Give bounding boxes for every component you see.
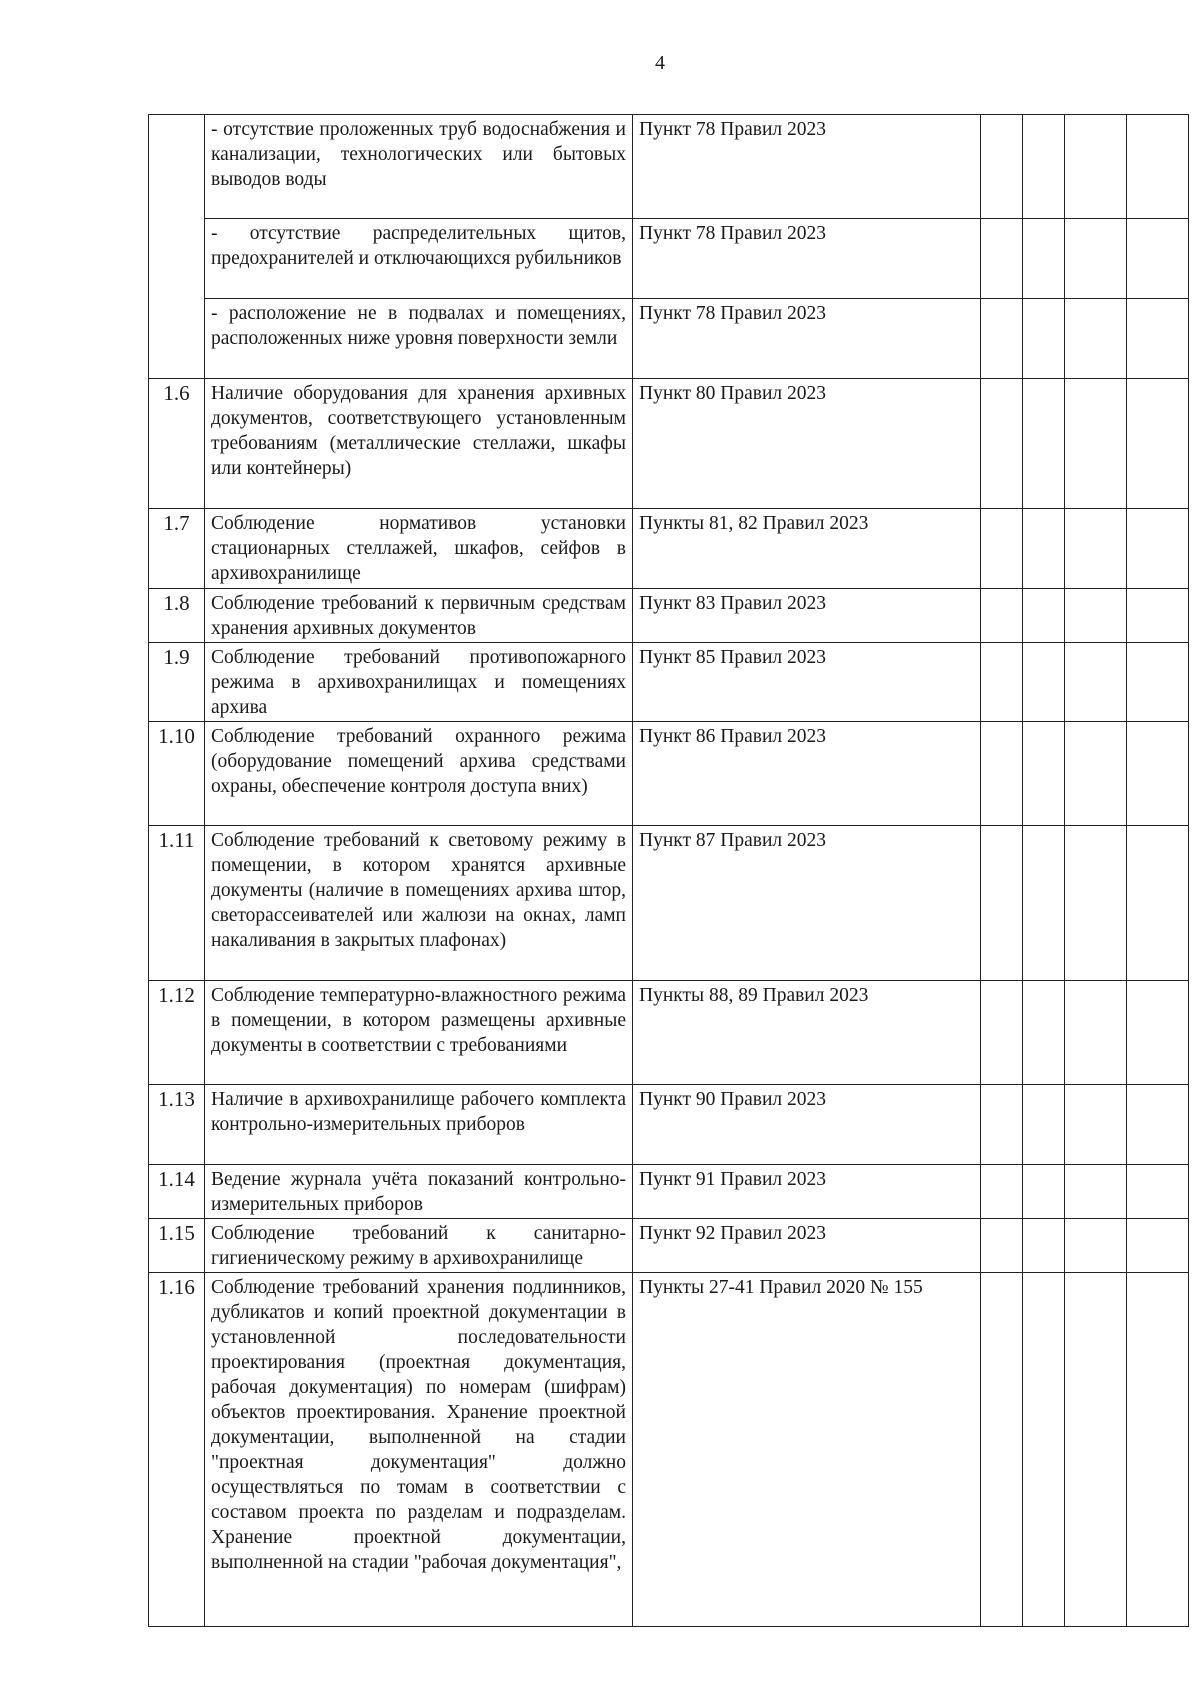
answer-cell[interactable] <box>1065 722 1127 826</box>
answer-cell[interactable] <box>1023 826 1065 981</box>
legal-reference: Пункт 92 Правил 2023 <box>633 1219 981 1273</box>
legal-reference: Пункт 85 Правил 2023 <box>633 643 981 722</box>
answer-cell[interactable] <box>981 509 1023 589</box>
legal-reference: Пункты 81, 82 Правил 2023 <box>633 509 981 589</box>
answer-cell[interactable] <box>1023 1085 1065 1165</box>
table-row <box>149 1273 1189 1627</box>
requirement-text: Соблюдение температурно-влажностного режима в помещении, в котором размещены архивные документы в соответствии с требованиями <box>205 981 633 1085</box>
answer-cell[interactable] <box>1065 826 1127 981</box>
requirement-text: Соблюдение требований к санитарно-гигиеническому режиму в архивохранилище <box>205 1219 633 1273</box>
legal-reference: Пункт 78 Правил 2023 <box>633 219 981 299</box>
legal-reference: Пункт 83 Правил 2023 <box>633 589 981 643</box>
note-cell[interactable] <box>1127 1085 1189 1165</box>
page-number: 4 <box>655 52 665 74</box>
requirement-text: Соблюдение требований охранного режима (оборудование помещений архива средствами охраны, обеспечение контроля доступа вних) <box>205 722 633 826</box>
answer-cell[interactable] <box>1065 115 1127 219</box>
legal-reference: Пункт 91 Правил 2023 <box>633 1165 981 1219</box>
note-cell[interactable] <box>1127 1219 1189 1273</box>
table-row <box>149 589 1189 643</box>
answer-cell[interactable] <box>1023 379 1065 509</box>
legal-reference: Пункты 27-41 Правил 2020 № 155 <box>633 1273 981 1627</box>
row-number: 1.12 <box>149 981 205 1085</box>
row-number <box>149 115 205 379</box>
note-cell[interactable] <box>1127 981 1189 1085</box>
table-row <box>149 826 1189 981</box>
answer-cell[interactable] <box>1023 509 1065 589</box>
answer-cell[interactable] <box>981 589 1023 643</box>
answer-cell[interactable] <box>981 1273 1023 1627</box>
table-row <box>149 509 1189 589</box>
requirement-text: - отсутствие распределительных щитов, предохранителей и отключающихся рубильников <box>205 219 633 299</box>
row-number: 1.6 <box>149 379 205 509</box>
legal-reference: Пункт 87 Правил 2023 <box>633 826 981 981</box>
legal-reference: Пункт 78 Правил 2023 <box>633 115 981 219</box>
table-row <box>149 643 1189 722</box>
requirement-text: Соблюдение требований хранения подлинников, дубликатов и копий проектной документации в установленной последовательности проектирования (проектная документация, рабочая документация) по номерам (шифрам) объектов проектирования. Хранение проектной документации, выполненной на стадии "проектная документация" должно осуществляться по томам в соответствии с составом проекта по разделам и подразделам. Хранение проектной документации, выполненной на стадии "рабочая документация", <box>205 1273 633 1627</box>
answer-cell[interactable] <box>1065 509 1127 589</box>
answer-cell[interactable] <box>1023 1219 1065 1273</box>
note-cell[interactable] <box>1127 115 1189 219</box>
legal-reference: Пункт 86 Правил 2023 <box>633 722 981 826</box>
row-number: 1.7 <box>149 509 205 589</box>
note-cell[interactable] <box>1127 299 1189 379</box>
requirement-text: Соблюдение требований противопожарного режима в архивохранилищах и помещениях архива <box>205 643 633 722</box>
row-number: 1.9 <box>149 643 205 722</box>
row-number: 1.8 <box>149 589 205 643</box>
answer-cell[interactable] <box>1065 1085 1127 1165</box>
answer-cell[interactable] <box>981 643 1023 722</box>
row-number: 1.11 <box>149 826 205 981</box>
answer-cell[interactable] <box>981 981 1023 1085</box>
answer-cell[interactable] <box>1065 299 1127 379</box>
answer-cell[interactable] <box>981 722 1023 826</box>
row-number: 1.13 <box>149 1085 205 1165</box>
note-cell[interactable] <box>1127 722 1189 826</box>
table-row <box>149 219 1189 299</box>
answer-cell[interactable] <box>1023 115 1065 219</box>
note-cell[interactable] <box>1127 219 1189 299</box>
requirement-text: Наличие оборудования для хранения архивных документов, соответствующего установленным требованиям (металлические стеллажи, шкафы или контейнеры) <box>205 379 633 509</box>
answer-cell[interactable] <box>1023 589 1065 643</box>
requirement-text: Ведение журнала учёта показаний контрольно-измерительных приборов <box>205 1165 633 1219</box>
answer-cell[interactable] <box>1023 981 1065 1085</box>
answer-cell[interactable] <box>981 1085 1023 1165</box>
requirement-text: - отсутствие проложенных труб водоснабжения и канализации, технологических или бытовых выводов воды <box>205 115 633 219</box>
note-cell[interactable] <box>1127 1165 1189 1219</box>
answer-cell[interactable] <box>1065 589 1127 643</box>
row-number: 1.16 <box>149 1273 205 1627</box>
note-cell[interactable] <box>1127 509 1189 589</box>
answer-cell[interactable] <box>981 219 1023 299</box>
row-number: 1.14 <box>149 1165 205 1219</box>
row-number: 1.15 <box>149 1219 205 1273</box>
answer-cell[interactable] <box>1065 981 1127 1085</box>
answer-cell[interactable] <box>1065 219 1127 299</box>
legal-reference: Пункты 88, 89 Правил 2023 <box>633 981 981 1085</box>
requirements-table <box>148 114 1189 1627</box>
answer-cell[interactable] <box>1065 1219 1127 1273</box>
requirement-text: - расположение не в подвалах и помещениях, расположенных ниже уровня поверхности земли <box>205 299 633 379</box>
note-cell[interactable] <box>1127 379 1189 509</box>
note-cell[interactable] <box>1127 643 1189 722</box>
answer-cell[interactable] <box>1065 1165 1127 1219</box>
answer-cell[interactable] <box>1065 1273 1127 1627</box>
table-row <box>149 1219 1189 1273</box>
answer-cell[interactable] <box>981 1219 1023 1273</box>
note-cell[interactable] <box>1127 1273 1189 1627</box>
answer-cell[interactable] <box>981 1165 1023 1219</box>
requirement-text: Соблюдение требований к первичным средствам хранения архивных документов <box>205 589 633 643</box>
table-row <box>149 299 1189 379</box>
answer-cell[interactable] <box>981 115 1023 219</box>
requirement-text: Соблюдение требований к световому режиму в помещении, в котором хранятся архивные документы (наличие в помещениях архива штор, светорассеивателей или жалюзи на окнах, ламп накаливания в закрытых плафонах) <box>205 826 633 981</box>
answer-cell[interactable] <box>981 379 1023 509</box>
answer-cell[interactable] <box>1023 1165 1065 1219</box>
answer-cell[interactable] <box>1023 219 1065 299</box>
note-cell[interactable] <box>1127 826 1189 981</box>
answer-cell[interactable] <box>1023 643 1065 722</box>
answer-cell[interactable] <box>981 299 1023 379</box>
table-row <box>149 115 1189 219</box>
requirement-text: Наличие в архивохранилище рабочего комплекта контрольно-измерительных приборов <box>205 1085 633 1165</box>
table-row <box>149 379 1189 509</box>
note-cell[interactable] <box>1127 589 1189 643</box>
table-row <box>149 722 1189 826</box>
answer-cell[interactable] <box>1023 722 1065 826</box>
requirement-text: Соблюдение нормативов установки стационарных стеллажей, шкафов, сейфов в архивохранилище <box>205 509 633 589</box>
table-row <box>149 1085 1189 1165</box>
answer-cell[interactable] <box>1065 379 1127 509</box>
answer-cell[interactable] <box>1023 1273 1065 1627</box>
answer-cell[interactable] <box>1023 299 1065 379</box>
table-row <box>149 981 1189 1085</box>
table-row <box>149 1165 1189 1219</box>
legal-reference: Пункт 80 Правил 2023 <box>633 379 981 509</box>
legal-reference: Пункт 78 Правил 2023 <box>633 299 981 379</box>
legal-reference: Пункт 90 Правил 2023 <box>633 1085 981 1165</box>
answer-cell[interactable] <box>1065 643 1127 722</box>
answer-cell[interactable] <box>981 826 1023 981</box>
row-number: 1.10 <box>149 722 205 826</box>
